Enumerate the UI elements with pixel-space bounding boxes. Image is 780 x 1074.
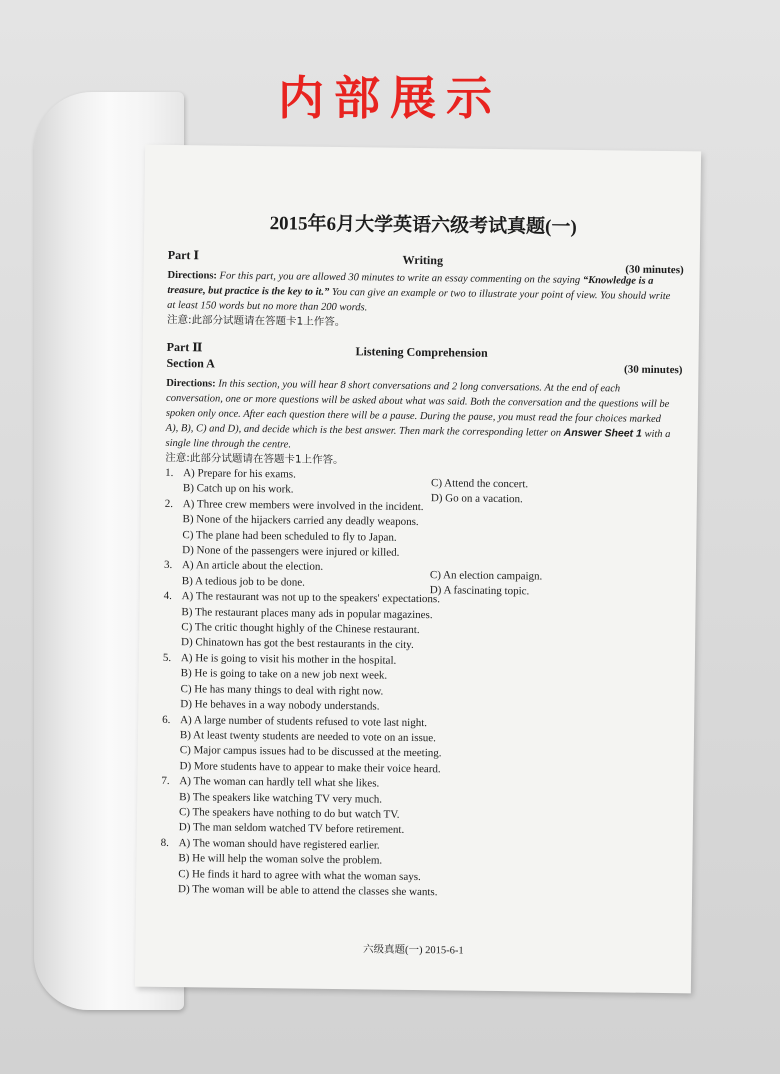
option-c: C) Attend the concert.: [430, 477, 529, 491]
section-a-label: Section A: [166, 355, 215, 371]
option-c: C) He finds it hard to agree with what the woman says.: [178, 867, 421, 883]
question-2: [164, 497, 675, 565]
option-c: C) An election campaign.: [429, 569, 543, 583]
question-number: 3.: [163, 559, 173, 572]
part1-directions-text: For this part, you are allowed 30 minutes to write an essay commenting on the saying: [216, 270, 583, 286]
option-c: C) He has many things to deal with right now.: [180, 682, 384, 698]
option-d: D) A fascinating topic.: [429, 584, 530, 598]
option-a: A) The restaurant was not up to the speakers' expectations.: [181, 590, 441, 606]
option-b: B) The speakers like watching TV very much.: [179, 790, 383, 806]
question-number: 7.: [161, 775, 170, 788]
option-b: B) He is going to take on a new job next week.: [180, 667, 388, 682]
part1-note: 注意:此部分试题请在答题卡1上作答。: [166, 313, 346, 329]
option-b: B) The restaurant places many ads in popular magazines.: [181, 605, 433, 621]
page-title: 2015年6月大学英语六级考试真题(一): [269, 213, 577, 238]
part1-prompt: “Knowledge is a treasure, but practice is the key to it.”: [167, 274, 654, 298]
part1-directions-text2: You can give an example or two to illustrate your point of view. You should write at least 150 words but no more than 200 words.: [167, 286, 671, 314]
option-d: D) The man seldom watched TV before retirement.: [178, 821, 405, 837]
question-number: 1.: [165, 466, 174, 480]
option-b: B) At least twenty students are needed to vote on an issue.: [179, 729, 437, 745]
option-c: C) The critic thought highly of the Chinese restaurant.: [181, 621, 420, 637]
option-c: C) The speakers have nothing to do but watch TV.: [178, 806, 400, 821]
part1-directions: [167, 268, 678, 319]
part2-block: [165, 339, 683, 472]
question-number: 4.: [163, 590, 172, 603]
question-number: 8.: [160, 836, 169, 849]
option-a: A) A large number of students refused to vote last night.: [180, 713, 428, 729]
option-c: C) Major campus issues had to be discussed at the meeting.: [179, 744, 442, 760]
option-b: B) He will help the woman solve the problem.: [178, 852, 383, 867]
question-7: [161, 774, 672, 842]
option-a: A) The woman should have registered earlier.: [178, 836, 380, 852]
question-4: [163, 589, 674, 657]
option-d: D) More students have to appear to make their voice heard.: [179, 759, 441, 776]
part2-heading: Listening Comprehension: [355, 344, 488, 360]
page-content: [160, 207, 684, 904]
question-6: [161, 712, 672, 780]
option-b: B) None of the hijackers carried any deadly weapons.: [182, 513, 419, 529]
option-a: A) Three crew members were involved in the incident.: [182, 497, 424, 513]
option-a: A) He is going to visit his mother in the hospital.: [180, 651, 397, 667]
part2-directions-label: Directions:: [166, 377, 216, 390]
part1-directions-label: Directions:: [167, 269, 218, 282]
part2-time: (30 minutes): [624, 363, 683, 377]
option-d: D) Go on a vacation.: [430, 492, 523, 506]
option-b: B) A tedious job to be done.: [181, 574, 306, 589]
option-b: B) Catch up on his work.: [182, 482, 294, 496]
watermark-text: 内部展示: [278, 71, 502, 125]
part1-label: Part Ⅰ: [167, 247, 200, 263]
question-8: [160, 836, 671, 904]
option-a: A) Prepare for his exams.: [183, 467, 296, 481]
part2-directions-text: In this section, you will hear 8 short conversations and 2 long conversations. At the end of each conversation, one or more questions will be asked about what was said. Both the conversation and the questions will be spoken only once. After each question there will be a pause. During the pause, you must read the four choices marked A), B), C) and D), and decide which is the best answer. Then mark the corresponding letter on: [165, 378, 670, 439]
option-a: A) The woman can hardly tell what she likes.: [179, 775, 380, 790]
part2-directions: [165, 376, 676, 457]
option-d: D) Chinatown has got the best restaurants in the city.: [181, 636, 414, 652]
question-5: [162, 651, 673, 719]
question-number: 5.: [162, 651, 172, 664]
answer-sheet-label: Answer Sheet 1: [563, 426, 642, 440]
part1-heading: Writing: [402, 252, 444, 268]
part2-directions-text2: with a single line through the centre.: [165, 428, 671, 451]
part1-time: (30 minutes): [625, 263, 684, 277]
question-number: 6.: [162, 713, 171, 726]
option-a: A) An article about the election.: [181, 559, 324, 574]
page-footer: 六级真题(一) 2015-6-1: [362, 944, 464, 957]
option-d: D) None of the passengers were injured or killed.: [182, 544, 400, 559]
part2-note: 注意:此部分试题请在答题卡1上作答。: [165, 451, 344, 467]
question-number: 2.: [164, 497, 174, 510]
option-c: C) The plane had been scheduled to fly to Japan.: [182, 528, 397, 544]
question-list: [160, 466, 675, 904]
option-d: D) He behaves in a way nobody understands.: [180, 698, 380, 713]
exam-page: [135, 145, 701, 994]
option-d: D) The woman will be able to attend the classes she wants.: [177, 883, 438, 899]
part2-label: Part Ⅱ: [166, 339, 203, 355]
